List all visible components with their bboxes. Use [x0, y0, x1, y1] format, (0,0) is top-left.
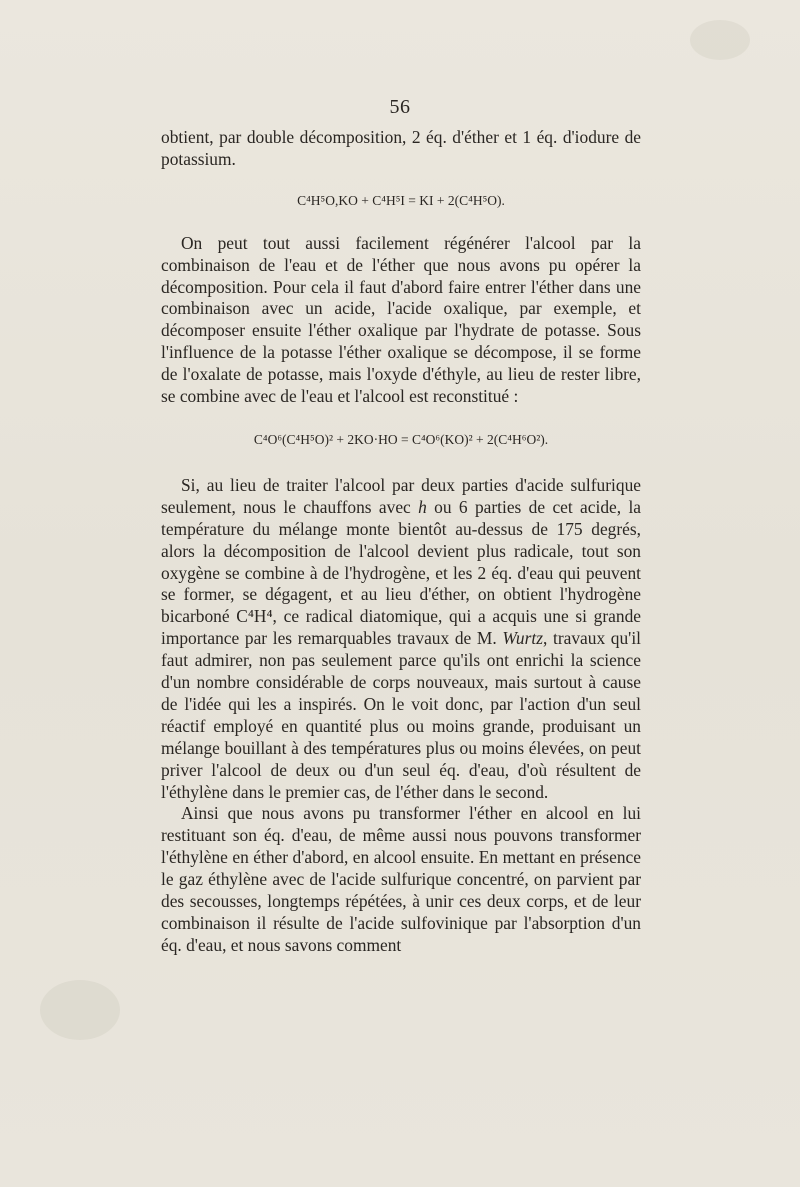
paragraph-text: ou 6 parties de cet acide, la température du mélange monte bientôt au-dessus de 175 degrés, alors la décomposition de l'alcool devient plus radicale, tout son oxygène se combine à de l'hydrogène, et les 2 éq. d'eau qui peuvent se former, se dégagent, et au lieu d'éther, on obtient l'hydrogène bicarboné C⁴H⁴, ce radical diatomique, qui a acquis une si grande importance par les remarquables travaux de M.: [161, 496, 641, 649]
paragraph: Ainsi que nous avons pu transformer l'éther en alcool en lui restituant son éq. d'eau, de même aussi nous pouvons transformer l'éthylène en éther d'abord, en alcool ensuite. En mettant en présence le gaz éthylène avec de l'acide sulfurique concentré, on parvient par des secousses, longtemps répétées, à unir ces deux corps, et de leur combinaison il résulte de l'acide sulfovinique par l'absorption d'un éq. d'eau, et nous savons comment: [161, 803, 641, 955]
body-text: [161, 127, 641, 957]
paragraph: On peut tout aussi facilement régénérer l'alcool par la combinaison de l'eau et de l'éther que nous avons pu opérer la décomposition. Pour cela il faut d'abord faire entrer l'éther dans une combinaison avec un acide, l'acide oxalique, par exemple, et décomposer ensuite l'éther oxalique par l'hydrate de potasse. Sous l'influence de la potasse l'éther oxalique se décompose, il se forme de l'oxalate de potasse, mais l'oxyde d'éthyle, au lieu de rester libre, se combine avec de l'eau et l'alcool est reconstitué :: [161, 232, 641, 407]
paper-stain: [40, 980, 120, 1040]
paragraph: obtient, par double décomposition, 2 éq. d'éther et 1 éq. d'iodure de potassium.: [161, 127, 641, 169]
paper-stain: [690, 20, 750, 60]
paragraph-text: Si, au lieu de traiter l'alcool par deux parties d'acide sulfurique seulement, nous le chauffons avec: [161, 474, 641, 517]
chemical-formula: C⁴H⁵O,KO + C⁴H⁵I = KI + 2(C⁴H⁵O).: [297, 192, 505, 208]
italic-text: h: [418, 496, 427, 517]
chemical-formula: C⁴O⁶(C⁴H⁵O)² + 2KO·HO = C⁴O⁶(KO)² + 2(C⁴H⁶O²).: [253, 431, 549, 447]
paragraph-text: , travaux qu'il faut admirer, non pas seulement parce qu'ils ont enrichi la science d'un nombre considérable de corps nouveaux, mais surtout à cause de l'idée qui les a inspirés. On le voit donc, par l'action d'un seul réactif employé en quantité plus ou moins grande, produisant un mélange bouillant à des températures plus ou moins élevées, on peut priver l'alcool de deux ou d'un seul éq. d'eau, d'où résultent de l'éthylène dans le premier cas, de l'éther dans le second.: [161, 628, 641, 802]
paragraph: [161, 475, 641, 804]
author-name: Wurtz: [502, 628, 543, 649]
page-number: 56: [389, 96, 411, 118]
